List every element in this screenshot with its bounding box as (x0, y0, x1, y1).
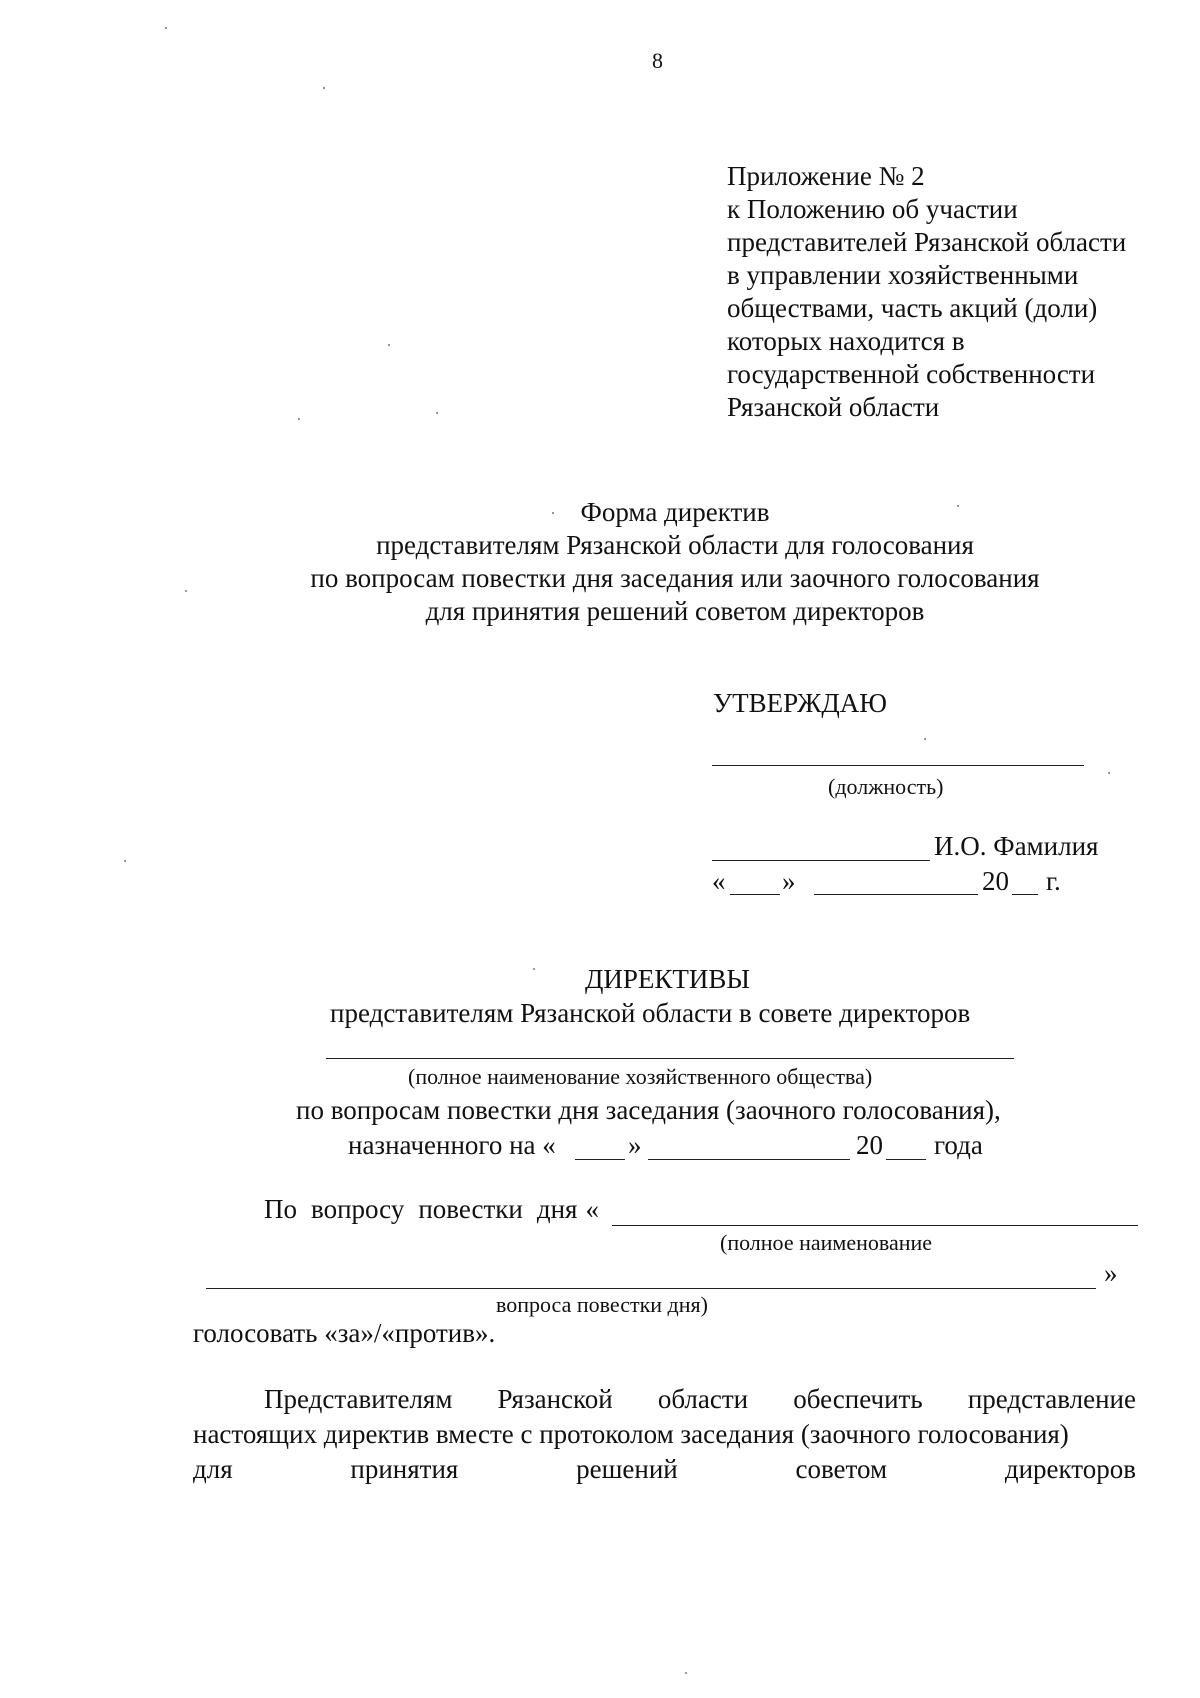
closing-word: области (657, 1384, 749, 1414)
vote-text: голосовать «за»/«против». (193, 1318, 496, 1348)
closing-word: советом (795, 1454, 888, 1484)
assigned-close-quote: » (628, 1130, 642, 1160)
closing-word: представление (967, 1384, 1136, 1414)
appendix-line: государственной собственности (727, 359, 1096, 389)
signature-line (712, 860, 930, 861)
appendix-line: в управлении хозяйственными (727, 260, 1079, 290)
page-number: 8 (652, 48, 663, 73)
scan-speck (124, 860, 126, 862)
form-title-line: для принятия решений советом директоров (425, 596, 925, 626)
question-prefix-word: « (585, 1194, 599, 1224)
closing-row-2: настоящих директив вместе с протоколом заседания (заочного голосования) (193, 1419, 1069, 1449)
scan-speck (685, 1672, 687, 1674)
company-name-line (326, 1058, 1014, 1059)
appendix-line: обществами, часть акций (доли) (727, 293, 1098, 323)
approval-year-prefix: 20 (982, 866, 1009, 896)
form-title-line: по вопросам повестки дня заседания или заочного голосования (310, 563, 1040, 593)
position-signature-line (712, 765, 1084, 766)
appendix-line: к Положению об участии (727, 194, 1018, 224)
question-caption-bottom: вопроса повестки дня) (496, 1292, 708, 1317)
assigned-year-line (886, 1159, 926, 1160)
question-name-line-1 (612, 1225, 1138, 1226)
scan-speck (957, 505, 959, 507)
question-close-quote: » (1104, 1258, 1118, 1288)
form-title-line: представителям Рязанской области для голосования (376, 530, 974, 560)
approval-day-line (730, 894, 780, 895)
question-prefix-word: дня (536, 1194, 578, 1224)
approval-year-line (1012, 894, 1038, 895)
signer-name: И.О. Фамилия (934, 831, 1099, 861)
assigned-month-line (648, 1159, 850, 1160)
company-caption: (полное наименование хозяйственного общества) (408, 1064, 873, 1089)
closing-word: Представителям (264, 1384, 453, 1414)
agenda-line: по вопросам повестки дня заседания (заочного голосования), (296, 1095, 1001, 1125)
closing-row-1 (264, 1384, 1136, 1415)
approval-year-suffix: г. (1046, 866, 1061, 896)
appendix-line: представителей Рязанской области (727, 227, 1127, 257)
scan-speck (552, 512, 554, 514)
question-prefix (264, 1194, 599, 1225)
form-title-line: Форма директив (580, 497, 770, 527)
scan-speck (388, 344, 390, 346)
approval-heading: УТВЕРЖДАЮ (713, 688, 888, 718)
assigned-year-suffix: года (934, 1130, 983, 1160)
scan-speck (436, 412, 438, 414)
appendix-line: Приложение № 2 (727, 161, 925, 191)
question-name-line-2 (206, 1288, 1096, 1289)
question-caption-top: (полное наименование (720, 1230, 933, 1255)
approval-date-close-quote: » (782, 866, 796, 896)
question-prefix-word: вопросу (311, 1194, 405, 1224)
directives-subtitle: представителям Рязанской области в совете директоров (330, 998, 971, 1028)
closing-word: решений (576, 1454, 678, 1484)
closing-word: для (193, 1454, 233, 1484)
closing-word: директоров (1004, 1454, 1136, 1484)
form-title (200, 496, 1150, 628)
appendix-line: которых находится в (727, 326, 965, 356)
scan-speck (185, 590, 187, 592)
scan-speck (298, 418, 300, 420)
position-caption: (должность) (828, 774, 944, 799)
scan-speck (533, 968, 535, 970)
closing-word: принятия (350, 1454, 459, 1484)
assigned-day-line (575, 1159, 625, 1160)
directives-title: ДИРЕКТИВЫ (585, 964, 750, 994)
closing-word: Рязанской (497, 1384, 613, 1414)
approval-month-line (814, 894, 978, 895)
scan-speck (1108, 772, 1110, 774)
closing-word: обеспечить (793, 1384, 923, 1414)
assigned-year: 20 (856, 1130, 883, 1160)
question-prefix-word: повестки (418, 1194, 523, 1224)
appendix-line: Рязанской области (727, 392, 940, 422)
closing-row-3 (193, 1454, 1136, 1485)
appendix-block (727, 160, 1126, 424)
scan-speck (924, 738, 926, 740)
scan-speck (165, 27, 167, 29)
approval-date-open-quote: « (712, 866, 726, 896)
question-prefix-word: По (264, 1194, 297, 1224)
scan-speck (323, 87, 325, 89)
assigned-prefix: назначенного на « (348, 1130, 556, 1160)
